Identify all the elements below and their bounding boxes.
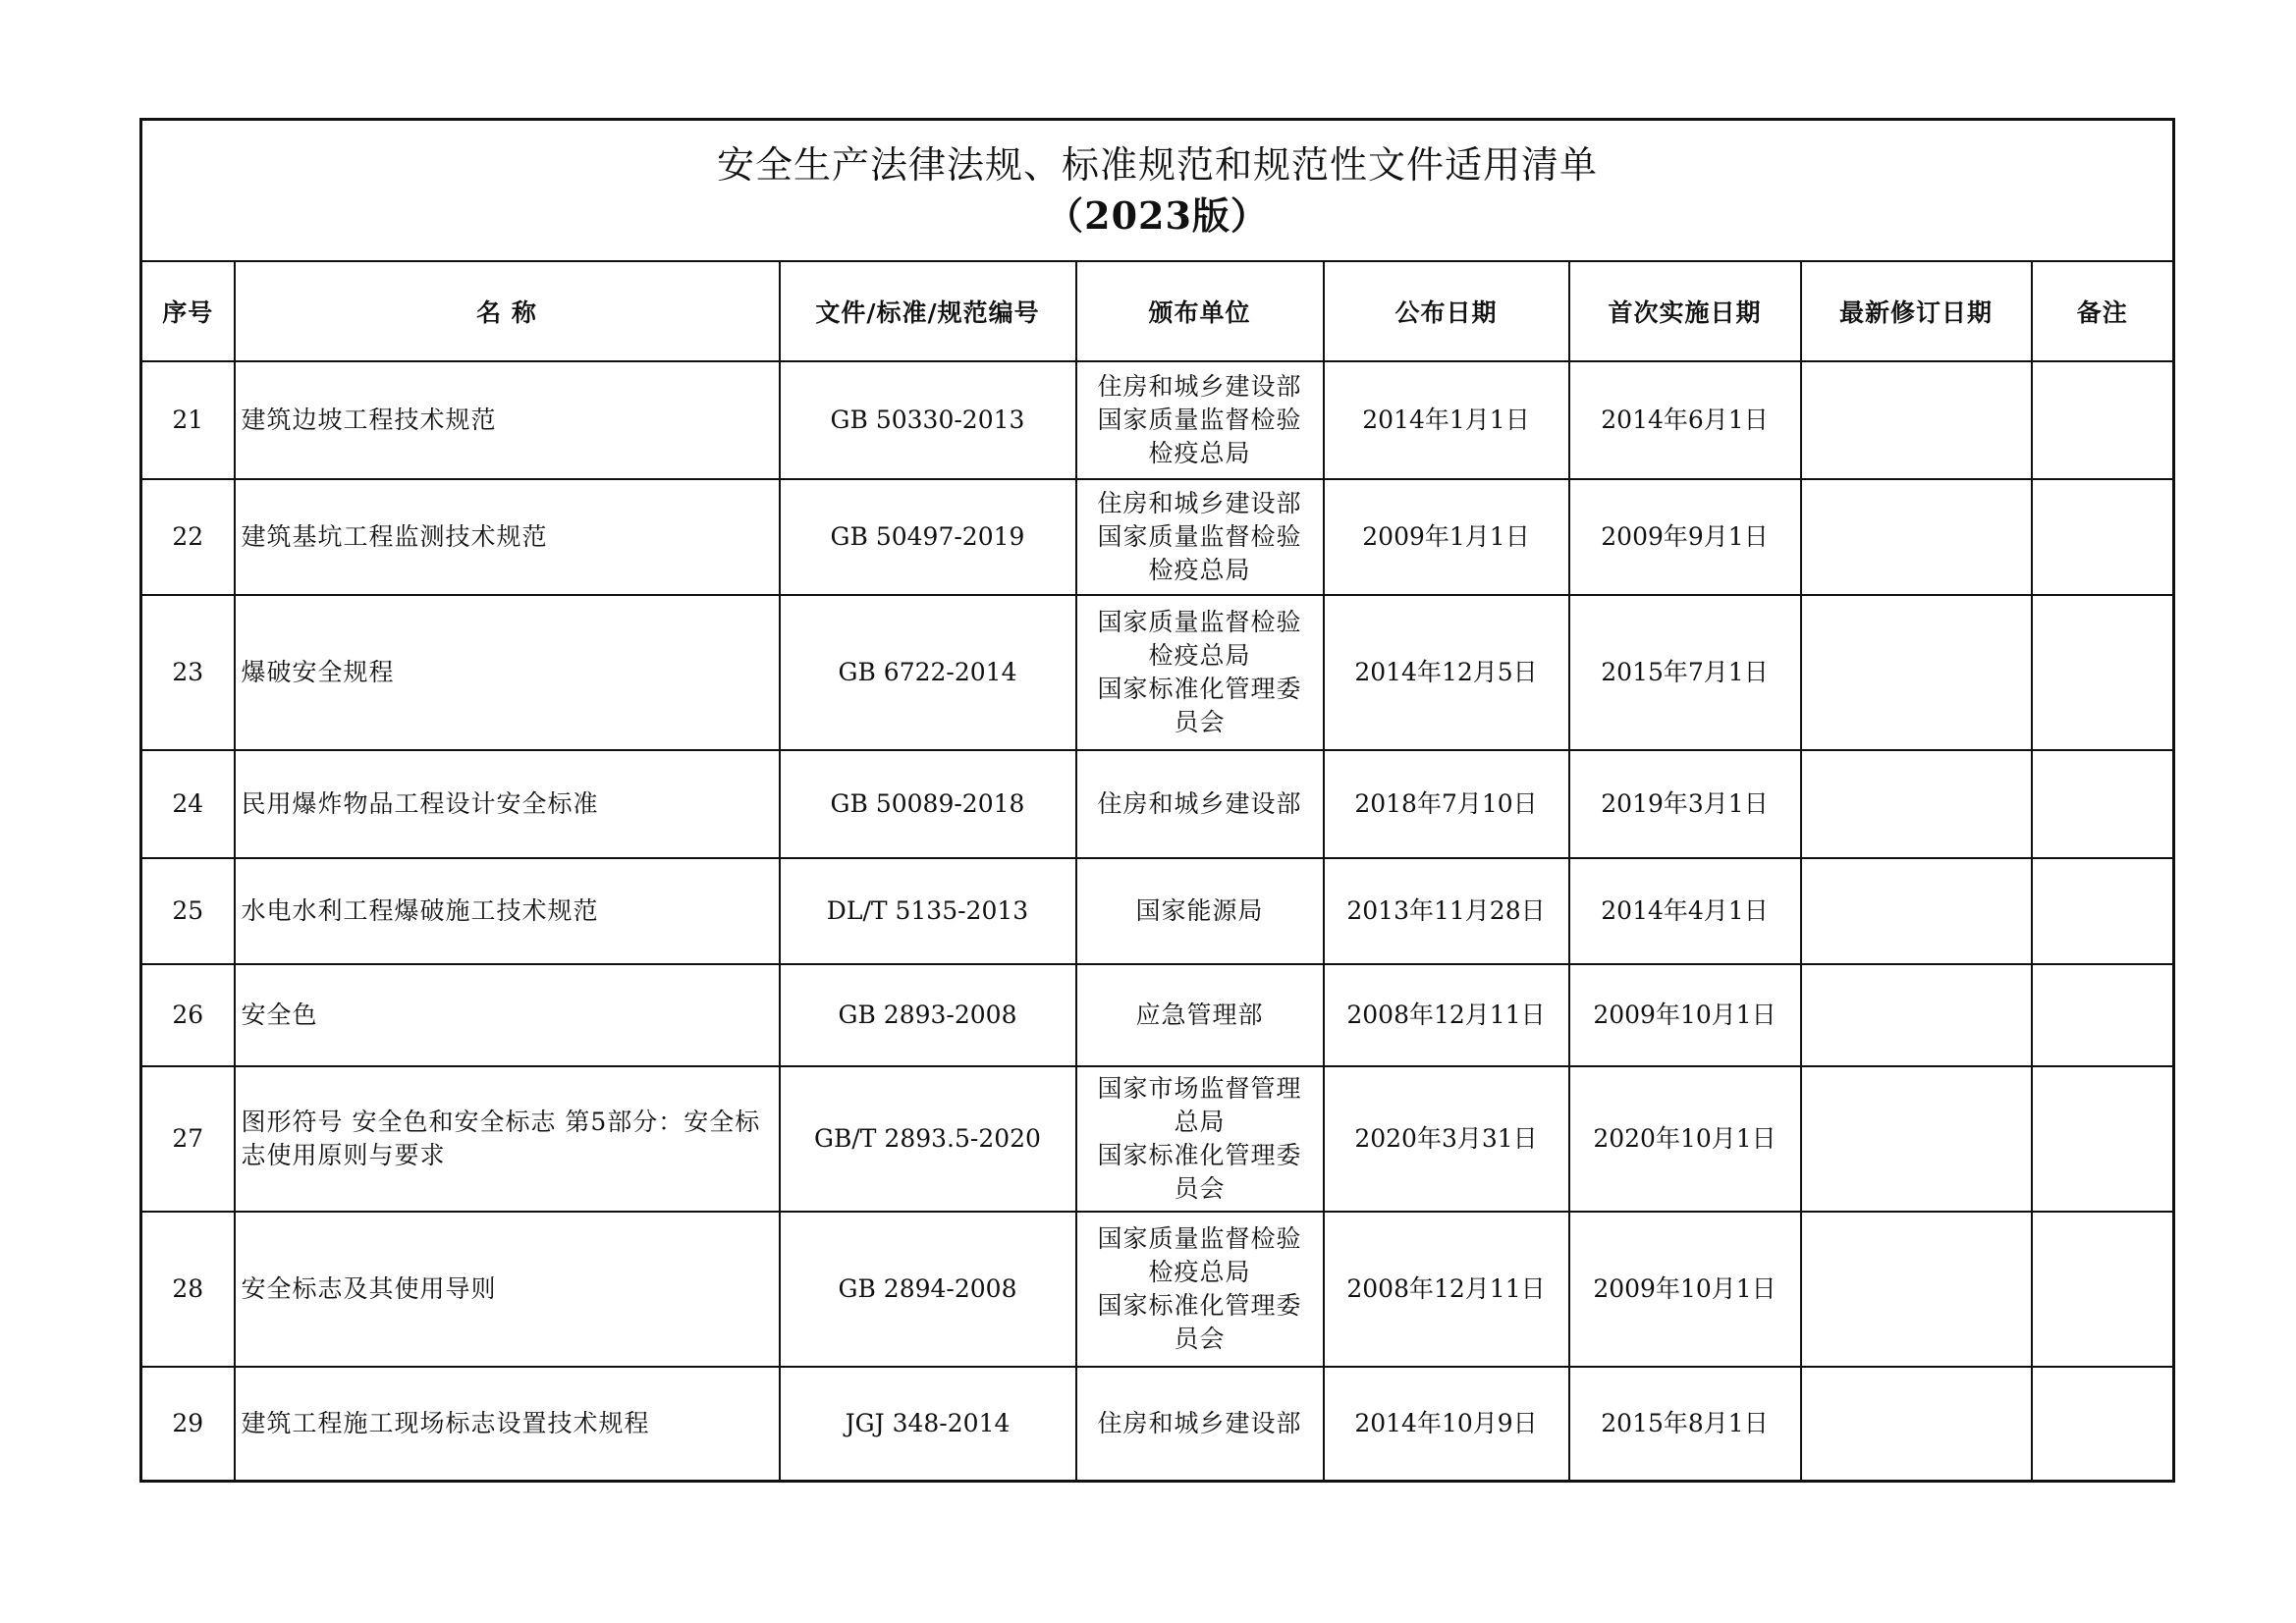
row-name-cell: 爆破安全规程 bbox=[235, 595, 780, 750]
row-issuer-cell bbox=[1076, 1066, 1324, 1212]
issuer-line: 住房和城乡建设部 bbox=[1097, 789, 1302, 818]
row-name-cell: 安全标志及其使用导则 bbox=[235, 1212, 780, 1367]
row-remarks-cell bbox=[2032, 1367, 2174, 1481]
row-code-cell: GB 2894-2008 bbox=[780, 1212, 1076, 1367]
issuer-line: 国家标准化管理委 bbox=[1097, 1141, 1302, 1169]
issuer-line: 国家标准化管理委 bbox=[1097, 1291, 1302, 1320]
row-seq-cell: 24 bbox=[141, 750, 235, 858]
table-row bbox=[141, 1367, 2174, 1481]
row-issuer-cell bbox=[1076, 750, 1324, 858]
issuer-line: 国家能源局 bbox=[1135, 896, 1264, 925]
table-row bbox=[141, 1066, 2174, 1212]
row-remarks-cell bbox=[2032, 750, 2174, 858]
row-issuer-cell bbox=[1076, 595, 1324, 750]
row-revised-date-cell bbox=[1801, 479, 2032, 595]
row-code-cell: GB 50330-2013 bbox=[780, 361, 1076, 479]
row-seq-cell: 28 bbox=[141, 1212, 235, 1367]
issuer-line: 住房和城乡建设部 bbox=[1097, 489, 1302, 517]
issuer-line: 员会 bbox=[1174, 1325, 1226, 1353]
row-effective-date-cell: 2009年9月1日 bbox=[1569, 479, 1801, 595]
row-effective-date-cell: 2019年3月1日 bbox=[1569, 750, 1801, 858]
row-effective-date-cell: 2020年10月1日 bbox=[1569, 1066, 1801, 1212]
row-revised-date-cell bbox=[1801, 361, 2032, 479]
column-header-publish-date: 公布日期 bbox=[1324, 261, 1569, 361]
column-header-effective-date: 首次实施日期 bbox=[1569, 261, 1801, 361]
row-effective-date-cell: 2014年6月1日 bbox=[1569, 361, 1801, 479]
document-title-edition: （2023版） bbox=[1046, 193, 1269, 238]
row-revised-date-cell bbox=[1801, 750, 2032, 858]
row-revised-date-cell bbox=[1801, 1367, 2032, 1481]
issuer-line: 住房和城乡建设部 bbox=[1097, 1408, 1302, 1437]
row-publish-date-cell: 2009年1月1日 bbox=[1324, 479, 1569, 595]
row-code-cell: GB 50089-2018 bbox=[780, 750, 1076, 858]
row-publish-date-cell: 2018年7月10日 bbox=[1324, 750, 1569, 858]
row-name-cell: 建筑边坡工程技术规范 bbox=[235, 361, 780, 479]
issuer-line: 检疫总局 bbox=[1148, 439, 1251, 467]
row-publish-date-cell: 2008年12月11日 bbox=[1324, 964, 1569, 1066]
row-remarks-cell bbox=[2032, 595, 2174, 750]
row-revised-date-cell bbox=[1801, 1212, 2032, 1367]
table-row bbox=[141, 479, 2174, 595]
row-code-cell: GB/T 2893.5-2020 bbox=[780, 1066, 1076, 1212]
row-remarks-cell bbox=[2032, 361, 2174, 479]
row-seq-cell: 21 bbox=[141, 361, 235, 479]
table-body bbox=[141, 361, 2174, 1481]
row-code-cell: GB 6722-2014 bbox=[780, 595, 1076, 750]
row-name-cell: 民用爆炸物品工程设计安全标准 bbox=[235, 750, 780, 858]
issuer-line: 国家质量监督检验 bbox=[1097, 1224, 1302, 1253]
row-effective-date-cell: 2009年10月1日 bbox=[1569, 964, 1801, 1066]
row-seq-cell: 27 bbox=[141, 1066, 235, 1212]
row-issuer-cell bbox=[1076, 479, 1324, 595]
regulation-list-document bbox=[139, 118, 2172, 1483]
row-revised-date-cell bbox=[1801, 858, 2032, 964]
issuer-line: 住房和城乡建设部 bbox=[1097, 372, 1302, 401]
table-row bbox=[141, 858, 2174, 964]
row-code-cell: JGJ 348-2014 bbox=[780, 1367, 1076, 1481]
column-header-seq: 序号 bbox=[141, 261, 235, 361]
document-title bbox=[141, 120, 2174, 262]
row-publish-date-cell: 2014年12月5日 bbox=[1324, 595, 1569, 750]
row-code-cell: DL/T 5135-2013 bbox=[780, 858, 1076, 964]
issuer-line: 总局 bbox=[1174, 1108, 1226, 1136]
row-code-cell: GB 2893-2008 bbox=[780, 964, 1076, 1066]
table-row bbox=[141, 361, 2174, 479]
row-name-cell: 建筑工程施工现场标志设置技术规程 bbox=[235, 1367, 780, 1481]
row-effective-date-cell: 2014年4月1日 bbox=[1569, 858, 1801, 964]
issuer-line: 国家标准化管理委 bbox=[1097, 675, 1302, 703]
column-header-name: 名 称 bbox=[235, 261, 780, 361]
row-issuer-cell bbox=[1076, 858, 1324, 964]
row-effective-date-cell: 2015年7月1日 bbox=[1569, 595, 1801, 750]
row-effective-date-cell: 2015年8月1日 bbox=[1569, 1367, 1801, 1481]
issuer-line: 国家质量监督检验 bbox=[1097, 608, 1302, 636]
row-seq-cell: 26 bbox=[141, 964, 235, 1066]
row-name-cell: 图形符号 安全色和安全标志 第5部分：安全标志使用原则与要求 bbox=[235, 1066, 780, 1212]
row-seq-cell: 22 bbox=[141, 479, 235, 595]
row-name-cell: 安全色 bbox=[235, 964, 780, 1066]
issuer-line: 应急管理部 bbox=[1135, 1001, 1264, 1029]
row-issuer-cell bbox=[1076, 1367, 1324, 1481]
row-issuer-cell bbox=[1076, 1212, 1324, 1367]
issuer-line: 员会 bbox=[1174, 708, 1226, 736]
row-name-cell: 建筑基坑工程监测技术规范 bbox=[235, 479, 780, 595]
table-row bbox=[141, 750, 2174, 858]
column-header-issuer: 颁布单位 bbox=[1076, 261, 1324, 361]
row-remarks-cell bbox=[2032, 1066, 2174, 1212]
row-seq-cell: 29 bbox=[141, 1367, 235, 1481]
column-header-remarks: 备注 bbox=[2032, 261, 2174, 361]
regulation-table bbox=[139, 118, 2175, 1483]
table-row bbox=[141, 964, 2174, 1066]
issuer-line: 国家质量监督检验 bbox=[1097, 406, 1302, 434]
issuer-line: 检疫总局 bbox=[1148, 1258, 1251, 1286]
column-header-revised-date: 最新修订日期 bbox=[1801, 261, 2032, 361]
row-code-cell: GB 50497-2019 bbox=[780, 479, 1076, 595]
row-remarks-cell bbox=[2032, 1212, 2174, 1367]
row-publish-date-cell: 2014年1月1日 bbox=[1324, 361, 1569, 479]
row-issuer-cell bbox=[1076, 964, 1324, 1066]
row-remarks-cell bbox=[2032, 964, 2174, 1066]
row-seq-cell: 25 bbox=[141, 858, 235, 964]
column-header-row bbox=[141, 261, 2174, 361]
row-publish-date-cell: 2008年12月11日 bbox=[1324, 1212, 1569, 1367]
row-revised-date-cell bbox=[1801, 595, 2032, 750]
issuer-line: 检疫总局 bbox=[1148, 641, 1251, 670]
row-publish-date-cell: 2014年10月9日 bbox=[1324, 1367, 1569, 1481]
row-seq-cell: 23 bbox=[141, 595, 235, 750]
table-row bbox=[141, 1212, 2174, 1367]
row-revised-date-cell bbox=[1801, 1066, 2032, 1212]
row-remarks-cell bbox=[2032, 858, 2174, 964]
issuer-line: 国家质量监督检验 bbox=[1097, 522, 1302, 551]
row-publish-date-cell: 2020年3月31日 bbox=[1324, 1066, 1569, 1212]
document-title-line1: 安全生产法律法规、标准规范和规范性文件适用清单 bbox=[717, 143, 1599, 187]
row-name-cell: 水电水利工程爆破施工技术规范 bbox=[235, 858, 780, 964]
row-remarks-cell bbox=[2032, 479, 2174, 595]
row-revised-date-cell bbox=[1801, 964, 2032, 1066]
table-row bbox=[141, 595, 2174, 750]
issuer-line: 检疫总局 bbox=[1148, 556, 1251, 584]
issuer-line: 员会 bbox=[1174, 1174, 1226, 1203]
row-effective-date-cell: 2009年10月1日 bbox=[1569, 1212, 1801, 1367]
row-publish-date-cell: 2013年11月28日 bbox=[1324, 858, 1569, 964]
row-issuer-cell bbox=[1076, 361, 1324, 479]
issuer-line: 国家市场监督管理 bbox=[1097, 1074, 1302, 1103]
column-header-code: 文件/标准/规范编号 bbox=[780, 261, 1076, 361]
